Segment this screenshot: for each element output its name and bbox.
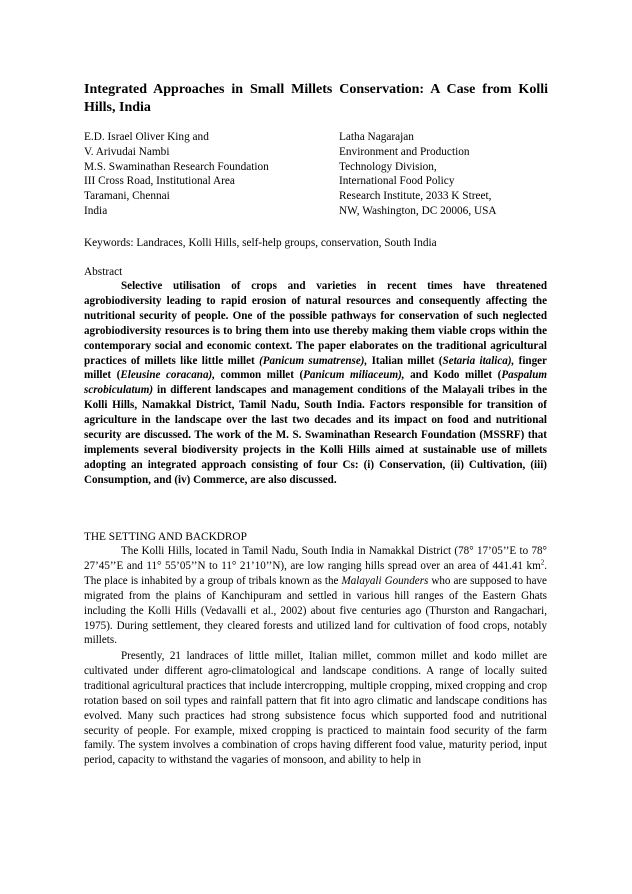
abstract-text: finger millet ( [84,354,547,382]
affiliation-line: Environment and Production [339,145,470,158]
body-paragraph-1 [84,544,547,648]
paragraph-text: The Kolli Hills, located in Tamil Nadu, South India in Namakkal District (78° 17’05’’E to 78° 27’45’’E and 11° 55’05’’N to 11° 21’10’’N), are low ranging hills spread over an area of 441.41 km [84,545,547,572]
author-line: Latha Nagarajan [339,131,414,143]
abstract-heading: Abstract [84,266,123,278]
author-block-left [84,130,324,219]
paragraph-text: . The place is inhabited by a group of tribals known as the [84,559,547,587]
abstract-text: Selective utilisation of crops and varieties in recent times have threatened agrobiodiversity leading to rapid erosion of natural resources and consequently affecting the nutritional security of people. One of the possible pathways for conservation of such neglected agrobiodiversity resources is to bring them into use thereby making them viable crops within the contemporary social and economic context. The paper elaborates on the traditional agricultural practices of millets like little millet [84,280,547,367]
author-line: E.D. Israel Oliver King and [84,131,209,143]
abstract-text: Italian millet ( [367,354,443,367]
affiliation-line: Research Institute, 2033 K Street, [339,190,492,203]
affiliation-line: India [84,204,108,217]
paragraph-text: who are supposed to have migrated from the plains of Kanchipuram and settled in various hill ranges of the Eastern Ghats including the Kolli Hills (Vedavalli et al., 2002) about five centuries ago (Thurston and Rangachari, 1975). During settlement, they cleared forests and utilized land for cultivation of food crops, notably millets. [84,574,547,647]
species-name: (Panicum sumatrense), [259,354,368,367]
tribe-name: Malayali Gounders [341,574,429,587]
affiliation-line: Taramani, Chennai [84,190,170,203]
affiliation-line: III Cross Road, Institutional Area [84,175,235,188]
affiliation-line: M.S. Swaminathan Research Foundation [84,160,269,173]
author-line: V. Arivudai Nambi [84,145,170,158]
affiliation-line: Technology Division, [339,160,437,173]
superscript: 2 [540,558,545,567]
species-name: Panicum miliaceum), [303,369,405,382]
abstract-text: and Kodo millet ( [404,369,502,382]
affiliation-line: NW, Washington, DC 20006, USA [339,204,497,217]
species-name: Paspalum scrobiculatum) [84,369,548,397]
affiliation-line: International Food Policy [339,175,455,188]
abstract-text: in different landscapes and management conditions of the Malayali tribes in the Kolli Hills, Namakkal District, Tamil Nadu, South India. Factors responsible for transition of agriculture in the landscape over the last two decades and its impact on food and nutritional security are discussed. The work of the M. S. Swaminathan Research Foundation (MSSRF) that implements several biodiversity projects in the Kolli Hills aimed at sustainable use of millets adopting an integrated approach consisting of four Cs: (i) Conservation, (ii) Cultivation, (iii) Consumption, and (iv) Commerce, are also discussed. [84,384,547,486]
paper-title: Integrated Approaches in Small Millets Conservation: A Case from Kolli Hills, India [84,82,548,115]
abstract-body [84,279,547,488]
section-heading: THE SETTING AND BACKDROP [84,531,247,543]
abstract-text: common millet ( [215,369,304,382]
author-block-right [339,130,569,219]
species-name: Setaria italica), [442,354,515,367]
body-paragraph-2: Presently, 21 landraces of little millet, Italian millet, common millet and kodo millet are cultivated under different agro-climatological and landscape conditions. A range of locally suited traditional agricultural practices that include intercropping, multiple cropping, mixed cropping and crop rotation based on soil types and rainfall pattern that fit into agro climatic and landscape conditions has evolved. Many such practices had strong subsistence focus which supported food and nutritional security of people. For example, mixed cropping is practiced to maintain food security of the farm family. The system involves a combination of crops having different food value, maturity period, input period, capacity to withstand the vagaries of monsoon, and ability to help in [84,650,547,767]
species-name: Eleusine coracana), [120,369,215,382]
keywords: Keywords: Landraces, Kolli Hills, self-help groups, conservation, South India [84,237,437,249]
